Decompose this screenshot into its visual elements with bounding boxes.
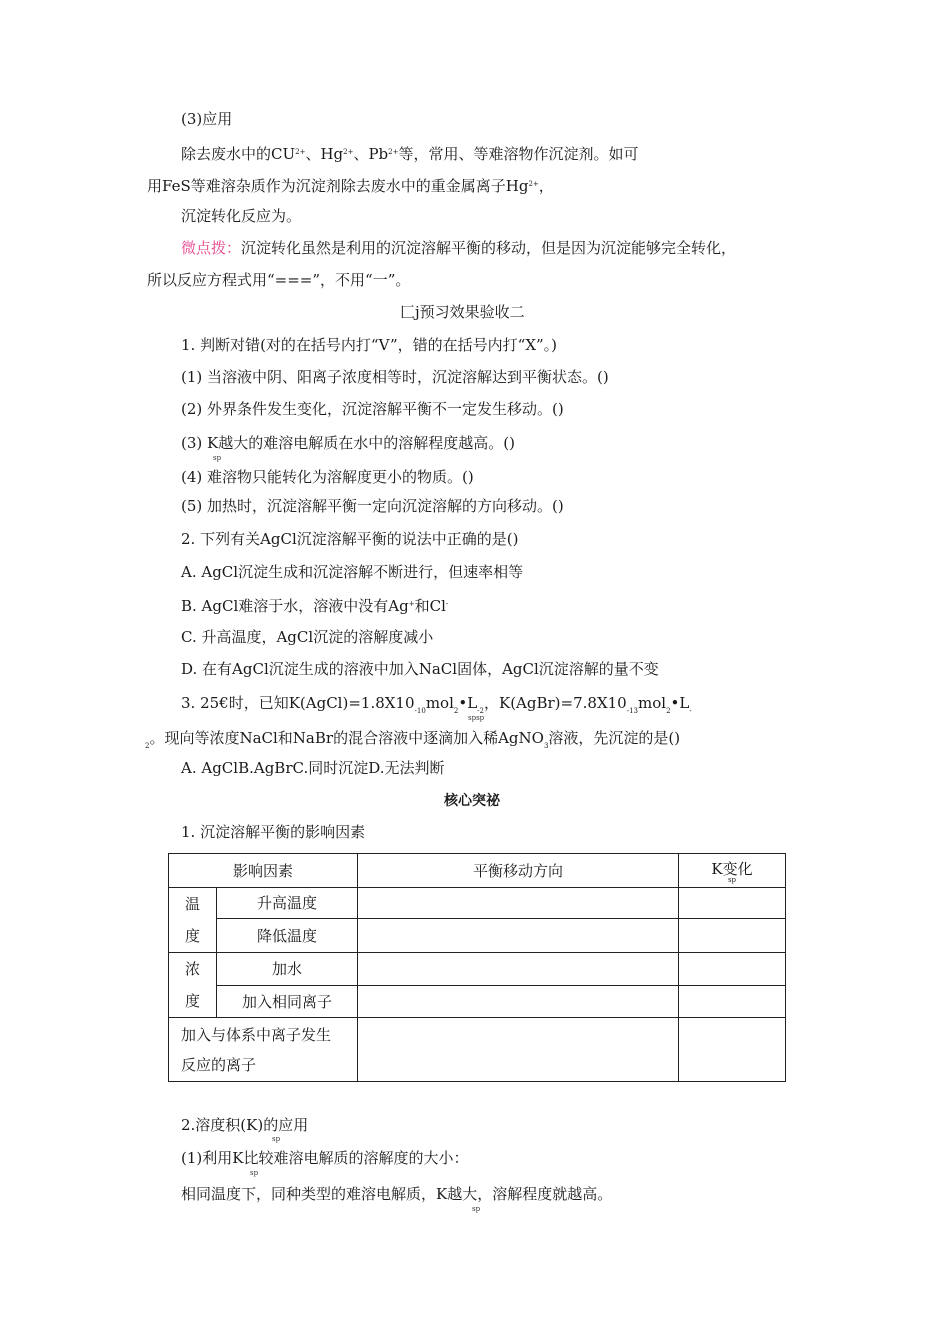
subscript-spsp: spsp: [468, 714, 485, 722]
tip-line: 所以反应方程式用“===”，不用“一”。: [147, 271, 411, 289]
option-c: C. 升高温度，AgCl沉淀的溶解度减小: [181, 628, 434, 646]
question-1: 1. 判断对错(对的在括号内打“V”，错的在括号内打“X”。): [181, 336, 558, 354]
label-char: 度: [184, 992, 200, 1010]
superscript: 2+: [528, 180, 539, 188]
question-3: [181, 693, 692, 721]
header-k: [679, 854, 786, 888]
text-fragment: B. AgCl难溶于水，溶液中没有Ag: [181, 597, 409, 615]
paragraph-line: [181, 142, 639, 164]
text-fragment: 、Hg: [305, 145, 344, 163]
label-char: 度: [184, 927, 200, 945]
table-cell: [358, 953, 679, 986]
table-cell: [358, 888, 679, 919]
label-line: 反应的离子: [181, 1055, 257, 1074]
core-item-2: 2.溶度积(K)的应用: [181, 1116, 309, 1134]
subscript-sp: sp: [472, 1205, 481, 1213]
table-cell: [679, 919, 786, 953]
option-b: [181, 594, 448, 616]
question-2: 2. 下列有关AgCl沉淀溶解平衡的说法中正确的是(): [181, 530, 519, 548]
header-k-label: K变化: [711, 859, 753, 878]
tip-line: [181, 238, 736, 258]
subscript: -2: [477, 707, 484, 715]
influence-table: [168, 853, 786, 1082]
row-label: 升高温度: [217, 888, 358, 919]
text-fragment: 3. 25€时，已知K(AgCl)=1.8X10: [181, 694, 415, 712]
text-fragment: mol: [425, 694, 454, 712]
subscript-sp: sp: [272, 1135, 281, 1143]
superscript: 2+: [343, 148, 354, 156]
header-factor: 影响因素: [169, 854, 358, 888]
judge-item-4: (4) 难溶物只能转化为溶解度更小的物质。(): [181, 468, 474, 486]
superscript: +: [408, 600, 415, 608]
row-label: 降低温度: [217, 919, 358, 953]
subscript: -10: [414, 707, 426, 715]
label-char: 温: [184, 895, 200, 913]
superscript: 2+: [388, 148, 399, 156]
option-a: A. AgCl沉淀生成和沉淀溶解不断进行，但速率相等: [181, 563, 524, 581]
table-row: [169, 919, 786, 953]
paragraph-line: [147, 174, 554, 196]
text-fragment: ，: [538, 177, 554, 195]
core-item-2-text: 相同温度下，同种类型的难溶电解质，K越大，溶解程度就越高。: [181, 1185, 613, 1203]
tip-label: 微点拨：: [181, 239, 242, 257]
subscript: 2: [453, 707, 459, 715]
text-fragment: 和Cl: [414, 597, 446, 615]
question-3-line2: [145, 728, 680, 756]
judge-item-2: (2) 外界条件发生变化，沉淀溶解平衡不一定发生移动。(): [181, 400, 564, 418]
table-cell: [358, 986, 679, 1018]
react-label: [169, 1018, 358, 1082]
section-title: 匚j预习效果验收二: [400, 303, 525, 321]
q3-options: A. AgClB.AgBrC.同时沉淀D.无法判断: [181, 759, 445, 777]
option-d: D. 在有AgCl沉淀生成的溶液中加入NaCl固体，AgCl沉淀溶解的量不变: [181, 660, 659, 678]
text-fragment: 用FeS等难溶杂质作为沉淀剂除去废水中的重金属离子Hg: [147, 177, 529, 195]
core-item-2-1: (1)利用K比较难溶电解质的溶解度的大小：: [181, 1149, 469, 1167]
temp-label: [169, 888, 217, 953]
table-cell: [679, 888, 786, 919]
table-header-row: [169, 854, 786, 888]
table-row: [169, 953, 786, 986]
subscript-sp: sp: [250, 1169, 259, 1177]
text-fragment: 溶液，先沉淀的是(): [548, 729, 681, 747]
text-fragment: •L: [670, 694, 690, 712]
core-item-1: 1. 沉淀溶解平衡的影响因素: [181, 823, 366, 841]
judge-item-5: (5) 加热时，沉淀溶解平衡一定向沉淀溶解的方向移动。(): [181, 497, 564, 515]
table-cell: [679, 953, 786, 986]
text-fragment: 、Pb: [353, 145, 389, 163]
row-label: 加水: [217, 953, 358, 986]
subscript-sp: sp: [727, 875, 737, 884]
section-heading: (3)应用: [181, 110, 233, 128]
table-cell: [358, 1018, 679, 1082]
judge-item-3: (3) K越大的难溶电解质在水中的溶解程度越高。(): [181, 434, 515, 452]
paragraph-line: 沉淀转化反应为。: [181, 207, 302, 225]
text-fragment: ，K(AgBr)=7.8X10: [483, 694, 627, 712]
table-cell: [358, 919, 679, 953]
text-fragment: 等，常用、等难溶物作沉淀剂。如可: [398, 145, 639, 163]
judge-item-1: (1) 当溶液中阴、阳离子浓度相等时，沉淀溶解达到平衡状态。(): [181, 368, 609, 386]
label-line: 加入与体系中离子发生: [181, 1025, 332, 1044]
table-row: [169, 1018, 786, 1082]
subscript: 3: [543, 742, 549, 750]
subscript: 2: [145, 742, 150, 750]
label-char: 浓: [184, 960, 200, 978]
table-cell: [679, 986, 786, 1018]
table-row: [169, 986, 786, 1018]
subscript-sp: sp: [213, 454, 222, 462]
text-fragment: 除去废水中的CU: [181, 145, 296, 163]
row-label: 加入相同离子: [217, 986, 358, 1018]
superscript: -: [445, 600, 449, 608]
tip-text: 沉淀转化虽然是利用的沉淀溶解平衡的移动，但是因为沉淀能够完全转化，: [241, 239, 737, 257]
text-fragment: mol: [638, 694, 667, 712]
superscript: 2+: [295, 148, 306, 156]
subscript: 2: [666, 707, 671, 715]
table-row: [169, 888, 786, 919]
core-title: 核心突祕: [444, 793, 500, 809]
table-cell: [679, 1018, 786, 1082]
text-fragment: 。现向等浓度NaCl和NaBr的混合溶液中逐滴加入稀AgNO: [149, 729, 544, 747]
subscript: -13: [626, 707, 638, 715]
conc-label: [169, 953, 217, 1018]
header-direction: 平衡移动方向: [358, 854, 679, 888]
text-fragment: •L: [458, 694, 478, 712]
subscript: -: [689, 707, 692, 715]
